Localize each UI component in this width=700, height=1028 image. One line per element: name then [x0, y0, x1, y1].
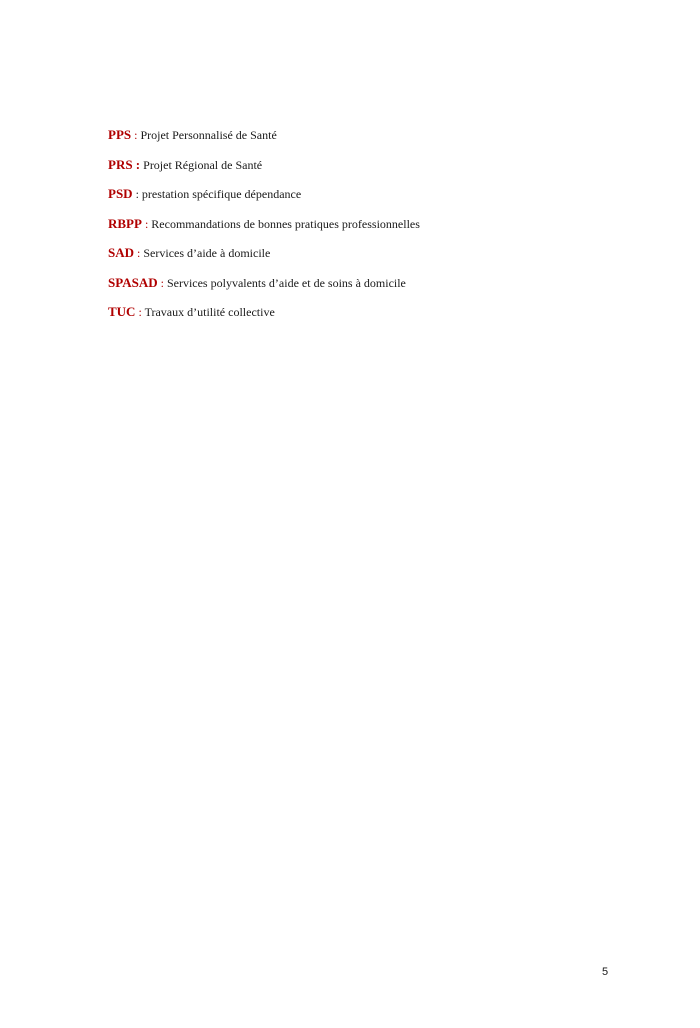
glossary-entry-spasad [108, 274, 420, 304]
glossary-entry-rbpp [108, 215, 420, 245]
glossary-entry-tuc [108, 303, 420, 333]
page-number: 5 [602, 966, 609, 978]
glossary-definition: Travaux d’utilité collective [144, 305, 275, 319]
glossary-acronym: RBPP [108, 215, 142, 231]
glossary-definition: Services polyvalents d’aide et de soins à domicile [166, 275, 406, 290]
glossary-definition: Recommandations de bonnes pratiques professionnelles [151, 216, 420, 231]
glossary-definition: Projet Régional de Santé [143, 157, 263, 172]
glossary-separator: : [132, 187, 142, 201]
glossary-entry-prs [108, 156, 420, 186]
glossary-separator: : [157, 275, 167, 290]
glossary-acronym: TUC [108, 304, 136, 319]
glossary-acronym: PPS [108, 127, 132, 142]
glossary-acronym: SPASAD [108, 274, 158, 290]
glossary-separator: : [135, 305, 145, 319]
glossary-separator: : [134, 246, 144, 260]
glossary-acronym: PRS : [108, 156, 141, 172]
glossary-separator: : [131, 128, 141, 142]
glossary-entry-sad [108, 244, 420, 274]
glossary-list [108, 126, 420, 333]
glossary-acronym: PSD [108, 186, 133, 201]
glossary-separator: : [141, 216, 152, 231]
glossary-definition: Services d’aide à domicile [143, 246, 271, 260]
glossary-definition: Projet Personnalisé de Santé [140, 128, 277, 142]
glossary-entry-psd [108, 185, 420, 215]
glossary-definition: prestation spécifique dépendance [141, 187, 302, 201]
glossary-entry-pps [108, 126, 420, 156]
glossary-acronym: SAD [108, 245, 135, 260]
